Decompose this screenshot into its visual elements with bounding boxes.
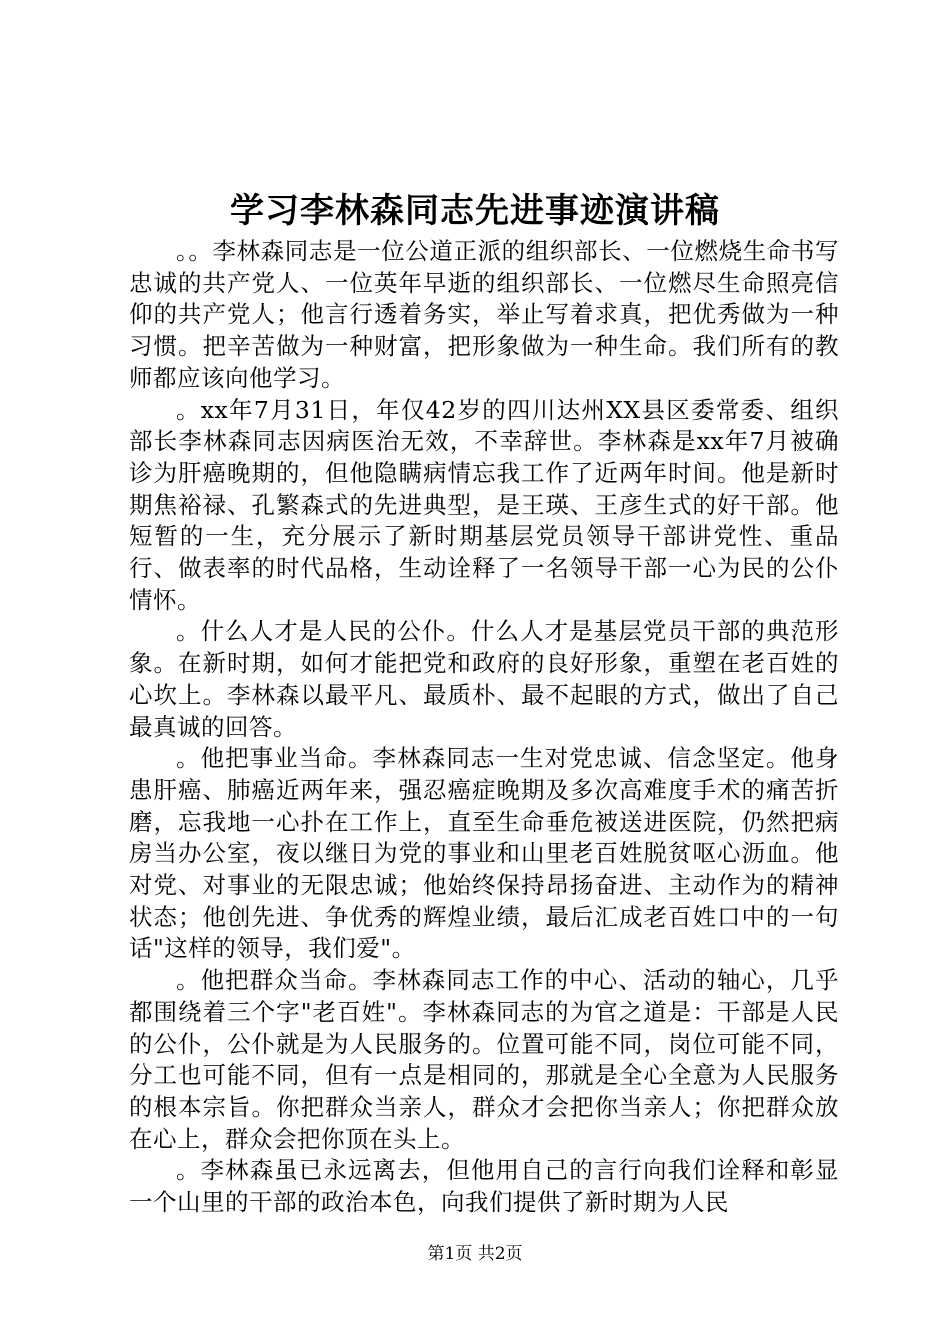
document-body (129, 236, 839, 1219)
paragraph-3: 。什么人才是人民的公仆。什么人才是基层党员干部的典范形象。在新时期，如何才能把党和政府的良好形象，重塑在老百姓的心坎上。李林森以最平凡、最质朴、最不起眼的方式，做出了自己最真诚的回答。 (129, 617, 839, 741)
paragraph-5: 。他把群众当命。李林森同志工作的中心、活动的轴心，几乎都围绕着三个字"老百姓"。李林森同志的为官之道是：干部是人民的公仆，公仆就是为人民服务的。位置可能不同，岗位可能不同，分工也可能不同，但有一点是相同的，那就是全心全意为人民服务的根本宗旨。你把群众当亲人，群众才会把你当亲人；你把群众放在心上，群众会把你顶在头上。 (129, 966, 839, 1153)
paragraph-1: 。。李林森同志是一位公道正派的组织部长、一位燃烧生命书写忠诚的共产党人、一位英年早逝的组织部长、一位燃尽生命照亮信仰的共产党人；他言行透着务实，举止写着求真，把优秀做为一种习惯。把辛苦做为一种财富，把形象做为一种生命。我们所有的教师都应该向他学习。 (129, 237, 839, 392)
paragraph-6: 。李林森虽已永远离去，但他用自己的言行向我们诠释和彰显一个山里的干部的政治本色，向我们提供了新时期为人民 (129, 1156, 839, 1217)
paragraph-2: 。xx年7月31日，年仅42岁的四川达州XX县区委常委、组织部长李林森同志因病医治无效，不幸辞世。李林森是xx年7月被确诊为肝癌晚期的，但他隐瞒病情忘我工作了近两年时间。他是新时期焦裕禄、孔繁森式的先进典型，是王瑛、王彦生式的好干部。他短暂的一生，充分展示了新时期基层党员领导干部讲党性、重品行、做表率的时代品格，生动诠释了一名领导干部一心为民的公仆情怀。 (129, 395, 839, 614)
paragraph-4: 。他把事业当命。李林森同志一生对党忠诚、信念坚定。他身患肝癌、肺癌近两年来，强忍癌症晚期及多次高难度手术的痛苦折磨，忘我地一心扑在工作上，直至生命垂危被送进医院，仍然把病房当办公室，夜以继日为党的事业和山里老百姓脱贫呕心沥血。他对党、对事业的无限忠诚；他始终保持昂扬奋进、主动作为的精神状态；他创先进、争优秀的辉煌业绩，最后汇成老百姓口中的一句话"这样的领导，我们爱"。 (129, 744, 839, 963)
document-title: 学习李林森同志先进事迹演讲稿 (230, 191, 720, 231)
page-number-footer: 第1页 共2页 (427, 1244, 523, 1264)
